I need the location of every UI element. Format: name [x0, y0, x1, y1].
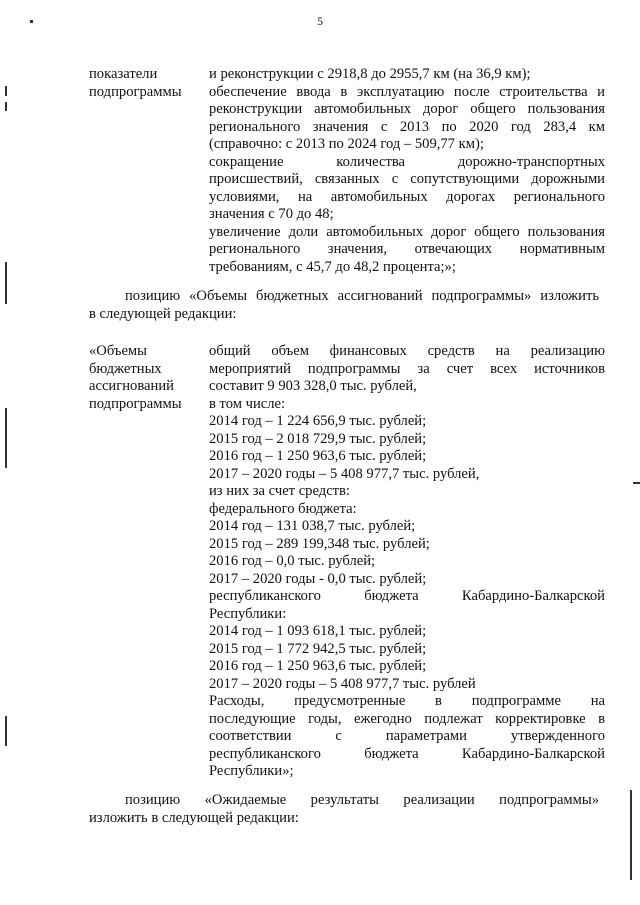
text-line: обеспечение ввода в эксплуатацию после строительства и — [209, 83, 605, 100]
text-line: регионального значения с 2013 по 2020 год 283,4 км — [209, 118, 605, 135]
budget-row — [89, 343, 605, 781]
label-line: подпрограммы — [89, 395, 182, 412]
text-line: соответствии с параметрами утвержденного — [209, 728, 605, 744]
label-line: ассигнований — [89, 378, 174, 394]
text-line: составит 9 903 328,0 тыс. рублей, — [209, 378, 417, 394]
text-line: и реконструкции с 2918,8 до 2955,7 км (на 36,9 км); — [209, 66, 531, 82]
label-line: «Объемы — [89, 343, 147, 359]
text-line: 2014 год – 1 224 656,9 тыс. рублей; — [209, 413, 427, 429]
indicators-content — [209, 66, 605, 276]
label-line: бюджетных — [89, 360, 162, 377]
label-line: показатели — [89, 66, 158, 82]
text-line: значения с 70 до 48; — [209, 206, 334, 222]
page-number: 5 — [317, 14, 323, 28]
scan-artifact — [5, 102, 7, 111]
paragraph-line: позицию «Объемы бюджетных ассигнований подпрограммы» изложить — [125, 288, 599, 304]
scan-artifact — [5, 408, 7, 468]
text-line: регионального значения, отвечающих нормативным — [209, 241, 605, 257]
indicators-label — [89, 66, 209, 276]
paragraph-line: в следующей редакции: — [89, 306, 237, 322]
scan-artifact — [5, 86, 7, 96]
text-line: увеличение доли автомобильных дорог общего пользования — [209, 223, 605, 240]
text-line: федерального бюджета: — [209, 500, 357, 517]
budget-content — [209, 343, 605, 781]
text-line: последующие годы, ежегодно подлежат корректировке в — [209, 710, 605, 727]
paragraph-budget-position — [89, 287, 599, 323]
scan-artifact — [5, 716, 7, 746]
text-line: условиями, на автомобильных дорогах регионального — [209, 188, 605, 205]
text-line: 2017 – 2020 годы - 0,0 тыс. рублей; — [209, 570, 427, 587]
text-line: 2015 год – 289 199,348 тыс. рублей; — [209, 535, 430, 552]
text-line: (справочно: с 2013 по 2024 год – 509,77 км); — [209, 136, 484, 152]
text-line: 2014 год – 131 038,7 тыс. рублей; — [209, 518, 416, 534]
text-line: 2016 год – 1 250 963,6 тыс. рублей; — [209, 448, 427, 464]
text-line: 2016 год – 1 250 963,6 тыс. рублей; — [209, 658, 427, 674]
paragraph-line: позицию «Ожидаемые результаты реализации подпрограммы» — [125, 792, 599, 808]
label-line: подпрограммы — [89, 83, 182, 100]
paragraph-results-position — [89, 791, 599, 827]
text-line: республиканского бюджета Кабардино-Балкарской — [209, 588, 605, 604]
text-line: Республики: — [209, 605, 287, 622]
text-line: общий объем финансовых средств на реализацию — [209, 343, 605, 359]
text-line: 2014 год – 1 093 618,1 тыс. рублей; — [209, 623, 427, 639]
scan-artifact — [633, 482, 640, 484]
text-line: из них за счет средств: — [209, 483, 350, 499]
text-line: происшествий, связанных с сопутствующими дорожными — [209, 171, 605, 187]
text-line: 2015 год – 2 018 729,9 тыс. рублей; — [209, 430, 427, 447]
text-line: Расходы, предусмотренные в подпрограмме на — [209, 693, 605, 709]
paragraph-line: изложить в следующей редакции: — [89, 810, 299, 826]
text-line: требованиям, с 45,7 до 48,2 процента;»; — [209, 258, 456, 275]
text-line: реконструкции автомобильных дорог общего пользования — [209, 101, 605, 117]
scan-artifact — [5, 262, 7, 304]
text-line: в том числе: — [209, 395, 286, 412]
text-line: сокращение количества дорожно-транспортных — [209, 153, 605, 170]
indicators-row — [89, 66, 605, 276]
budget-label — [89, 343, 209, 781]
text-line: 2017 – 2020 годы – 5 408 977,7 тыс. рублей, — [209, 465, 480, 482]
scan-artifact — [30, 20, 33, 23]
text-line: 2016 год – 0,0 тыс. рублей; — [209, 553, 376, 569]
text-line: 2015 год – 1 772 942,5 тыс. рублей; — [209, 640, 427, 657]
text-line: мероприятий подпрограммы за счет всех источников — [209, 360, 605, 377]
scan-artifact — [630, 790, 632, 880]
text-line: республиканского бюджета Кабардино-Балкарской — [209, 745, 605, 762]
text-line: Республики»; — [209, 763, 294, 779]
text-line: 2017 – 2020 годы – 5 408 977,7 тыс. рублей — [209, 675, 476, 692]
